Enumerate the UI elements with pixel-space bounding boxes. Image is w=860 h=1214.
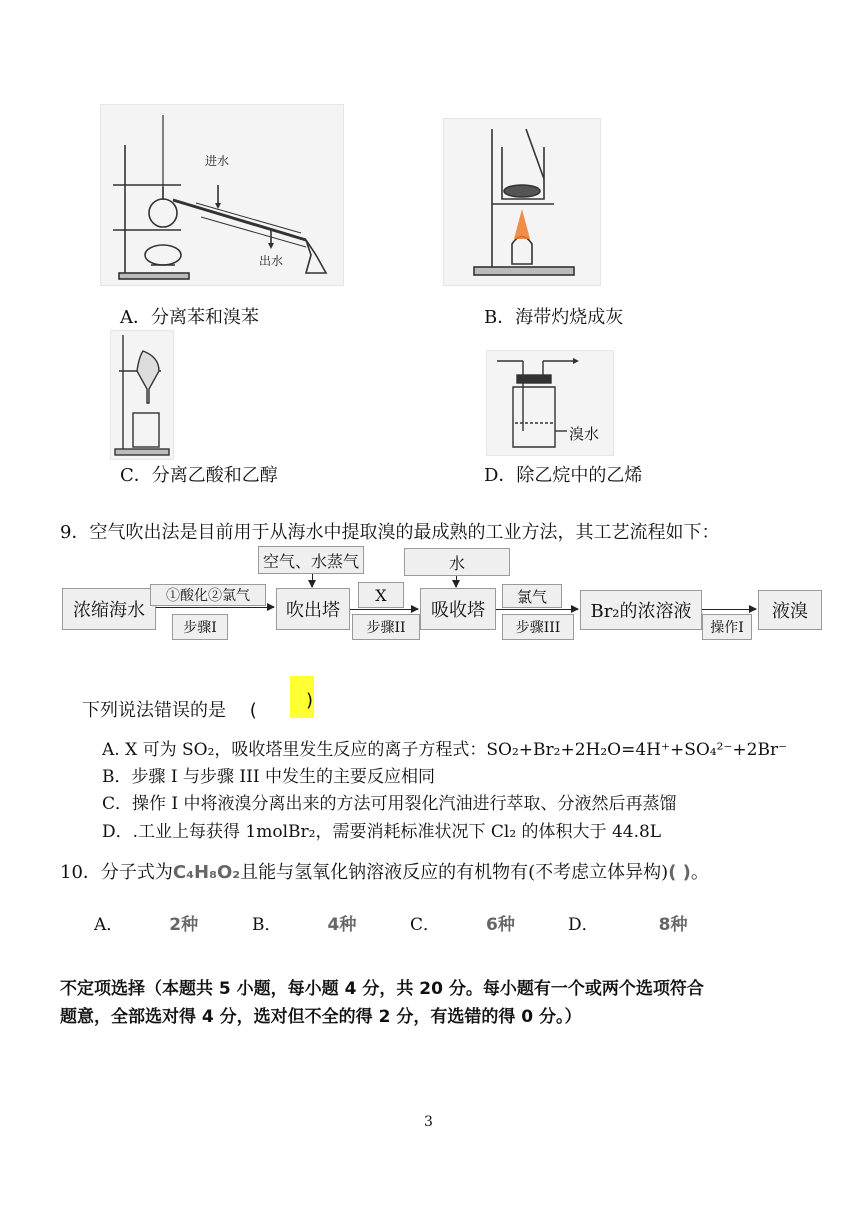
flow-end: 液溴 [758,590,822,630]
question-9-prompt-text: 下列说法错误的是 [82,700,226,721]
flow-arrow-1 [156,607,274,608]
answer-paren-close: ) [306,690,314,711]
flow-arrow-4 [702,609,756,610]
q10-option-c-value: 6种 [486,915,515,935]
caption-a: A．分离苯和溴苯 [120,307,259,328]
flow-step3-top: 氯气 [502,584,562,608]
answer-paren-open: ( [249,700,257,721]
section-heading-line-2: 题意，全部选对得 4 分，选对但不全的得 2 分，有选错的得 0 分。） [60,1007,582,1027]
flow-step1-bottom: 步骤I [172,614,228,640]
q10-option-b-letter: B． [252,915,282,935]
question-10-stem [60,858,709,884]
figure-c-separatory-funnel [110,330,174,460]
figure-b-burning [443,118,601,286]
q10-end: 。 [690,862,709,883]
caption-b: B．海带灼烧成灰 [484,307,624,328]
q10-option-d [568,910,687,935]
q10-option-c [410,910,515,935]
flow-step3-bottom: 步骤III [502,614,574,640]
q10-formula: C₄H₈O₂ [172,862,241,883]
water-out-label: 出水 [259,254,284,268]
q10-option-d-letter: D． [568,915,599,935]
flow-arrow-air [312,574,313,587]
flow-step1-top: ①酸化②氯气 [150,584,266,606]
flow-product: Br₂的浓溶液 [580,590,702,630]
flow-arrow-3 [496,609,578,610]
separatory-funnel-icon [111,331,173,459]
q10-option-b [252,910,356,935]
water-in-label: 进水 [205,154,230,168]
figure-d-gas-washing-bottle [486,350,614,456]
flow-step2-bottom: 步骤II [352,614,420,640]
q10-option-a-letter: A． [94,915,124,935]
q10-suffix: 且能与氢氧化钠溶液反应的有机物有(不考虑立体异构) [240,862,669,883]
flow-absorb-tower: 吸收塔 [420,588,496,630]
flow-op-bottom: 操作I [702,614,752,640]
q10-option-d-value: 8种 [658,915,688,935]
question-9-option-c: C．操作 I 中将液溴分离出来的方法可用裂化汽油进行萃取、分液然后再蒸馏 [102,794,677,814]
flow-arrow-2 [350,609,418,610]
burning-apparatus-icon [444,119,600,285]
caption-d: D．除乙烷中的乙烯 [484,465,643,486]
figure-a-distillation [100,104,344,286]
question-9-prompt [82,696,257,722]
question-9-option-d: D．.工业上每获得 1molBr₂，需要消耗标准状况下 Cl₂ 的体积大于 44.8L [102,822,662,842]
q10-option-a [94,910,198,935]
q10-option-a-value: 2种 [169,915,199,935]
q10-paren: ( ) [668,862,691,883]
question-9-option-b: B．步骤 I 与步骤 III 中发生的主要反应相同 [102,767,435,787]
flow-input-water: 水 [404,548,510,576]
q10-prefix: 10．分子式为 [60,862,173,883]
bromine-water-label: 溴水 [569,425,600,443]
page-number: 3 [424,1114,433,1130]
question-9-option-a: A. X 可为 SO₂，吸收塔里发生反应的离子方程式：SO₂+Br₂+2H₂O=4H⁺+SO₄²⁻+2Br⁻ [102,740,788,760]
question-9-stem: 9．空气吹出法是目前用于从海水中提取溴的最成熟的工业方法，其工艺流程如下： [60,522,720,543]
flow-blow-tower: 吹出塔 [276,588,350,630]
q10-option-b-value: 4种 [327,915,357,935]
flow-start: 浓缩海水 [62,588,156,630]
gas-washing-bottle-icon [487,351,613,455]
section-heading-line-1: 不定项选择（本题共 5 小题，每小题 4 分，共 20 分。每小题有一个或两个选项符合 [60,979,704,999]
q10-option-c-letter: C． [410,915,441,935]
caption-c: C．分离乙酸和乙醇 [120,465,278,486]
flow-arrow-water [456,576,457,587]
flow-x: X [358,582,404,608]
flow-input-air: 空气、水蒸气 [258,546,364,574]
distillation-apparatus-icon [101,105,343,285]
